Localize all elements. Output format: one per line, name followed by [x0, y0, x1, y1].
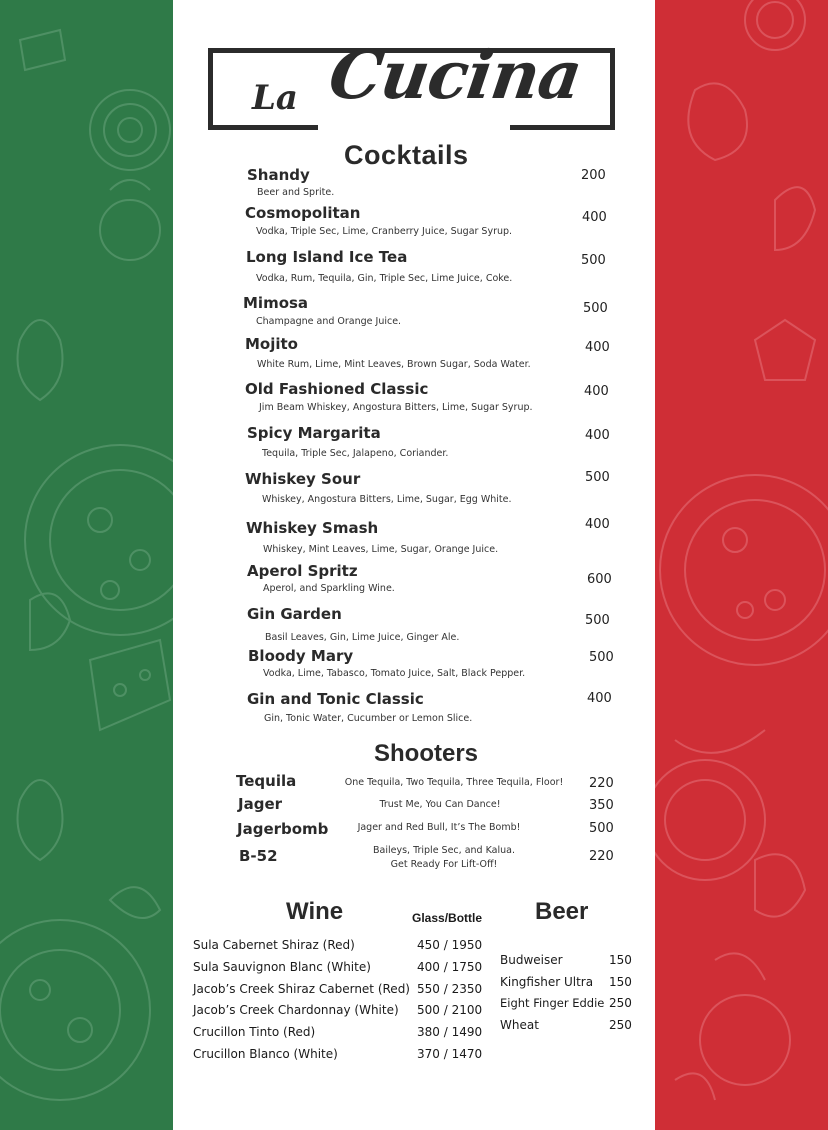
cocktail-name: Shandy [247, 166, 310, 184]
cocktail-desc: White Rum, Lime, Mint Leaves, Brown Sugar, Soda Water. [257, 359, 531, 370]
wine-price: 370 / 1470 [417, 1047, 483, 1061]
cocktail-desc: Champagne and Orange Juice. [256, 316, 402, 327]
cocktail-name: Mimosa [243, 294, 309, 312]
food-doodle-pattern-right [655, 0, 828, 1130]
cocktail-name: Old Fashioned Classic [245, 380, 429, 398]
cocktails-heading: Cocktails [344, 140, 469, 170]
cocktail-name: Mojito [245, 335, 298, 353]
shooter-name: B-52 [239, 847, 278, 865]
cocktail-name: Long Island Ice Tea [246, 248, 408, 266]
wine-price: 550 / 2350 [417, 982, 483, 996]
wine-name: Jacob’s Creek Chardonnay (White) [193, 1003, 399, 1017]
cocktail-desc: Vodka, Lime, Tabasco, Tomato Juice, Salt, Black Pepper. [263, 668, 526, 679]
cocktail-price: 500 [583, 301, 608, 316]
cocktail-price: 400 [585, 340, 610, 355]
cocktail-name: Whiskey Smash [246, 519, 379, 537]
shooter-desc-line2: Get Ready For Lift-Off! [390, 859, 498, 870]
flag-band-green [0, 0, 173, 1130]
cocktail-name: Gin and Tonic Classic [247, 690, 424, 708]
cocktail-name: Aperol Spritz [247, 562, 358, 580]
shooters-heading: Shooters [374, 740, 479, 767]
beer-price: 250 [609, 1018, 632, 1032]
flag-band-red [655, 0, 828, 1130]
beer-price: 150 [609, 975, 632, 989]
beer-name: Wheat [500, 1018, 539, 1032]
cocktail-desc: Aperol, and Sparkling Wine. [263, 583, 395, 594]
cocktail-price: 200 [581, 168, 606, 183]
shooter-desc: Trust Me, You Can Dance! [379, 799, 501, 810]
cocktail-name: Gin Garden [247, 605, 342, 623]
cocktail-desc: Whiskey, Mint Leaves, Lime, Sugar, Orange Juice. [263, 544, 499, 555]
shooter-desc: Jager and Red Bull, It’s The Bomb! [357, 822, 521, 833]
wine-price: 450 / 1950 [417, 938, 483, 952]
wine-heading: Wine [286, 898, 344, 925]
shooter-price: 220 [589, 849, 614, 864]
wine-name: Crucillon Tinto (Red) [193, 1025, 316, 1039]
wine-price: 500 / 2100 [417, 1003, 483, 1017]
cocktail-price: 500 [585, 470, 610, 485]
logo-cucina: Cucina [324, 36, 587, 114]
wine-price: 400 / 1750 [417, 960, 483, 974]
beer-name: Kingfisher Ultra [500, 975, 594, 989]
shooter-price: 350 [589, 798, 614, 813]
cocktail-price: 500 [589, 650, 614, 665]
cocktail-price: 600 [587, 572, 612, 587]
logo-la: La [252, 78, 298, 118]
cocktail-price: 400 [584, 384, 609, 399]
cocktail-price: 500 [585, 613, 610, 628]
wine-price: 380 / 1490 [417, 1025, 483, 1039]
wine-name: Sula Sauvignon Blanc (White) [193, 960, 371, 974]
beer-price: 250 [609, 996, 632, 1010]
wine-name: Sula Cabernet Shiraz (Red) [193, 938, 355, 952]
cocktail-name: Cosmopolitan [245, 204, 361, 222]
logo-frame-gap [318, 124, 510, 136]
cocktail-desc: Jim Beam Whiskey, Angostura Bitters, Lime, Sugar Syrup. [259, 402, 533, 413]
cocktail-desc: Whiskey, Angostura Bitters, Lime, Sugar, Egg White. [262, 494, 512, 505]
wine-column-label: Glass/Bottle [412, 911, 483, 925]
cocktail-desc: Beer and Sprite. [257, 187, 335, 198]
cocktail-desc: Gin, Tonic Water, Cucumber or Lemon Slice. [264, 713, 473, 724]
wine-name: Jacob’s Creek Shiraz Cabernet (Red) [193, 982, 410, 996]
cocktail-desc: Basil Leaves, Gin, Lime Juice, Ginger Ale. [265, 632, 460, 643]
shooter-name: Jager [238, 795, 283, 813]
cocktail-price: 400 [585, 517, 610, 532]
cocktail-desc: Vodka, Triple Sec, Lime, Cranberry Juice, Sugar Syrup. [256, 226, 513, 237]
cocktail-desc: Tequila, Triple Sec, Jalapeno, Coriander. [262, 448, 449, 459]
cocktail-name: Spicy Margarita [247, 424, 381, 442]
food-doodle-pattern-left [0, 0, 173, 1130]
shooter-desc: Baileys, Triple Sec, and Kalua. [373, 845, 515, 856]
beer-price: 150 [609, 953, 632, 967]
cocktail-price: 500 [581, 253, 606, 268]
beer-name: Budweiser [500, 953, 563, 967]
shooter-price: 220 [589, 776, 614, 791]
beer-heading: Beer [535, 898, 589, 925]
shooter-name: Jagerbomb [237, 820, 329, 838]
shooter-price: 500 [589, 821, 614, 836]
wine-name: Crucillon Blanco (White) [193, 1047, 338, 1061]
cocktail-price: 400 [585, 428, 610, 443]
beer-name: Eight Finger Eddie [500, 996, 605, 1010]
shooter-name: Tequila [236, 772, 297, 790]
cocktail-name: Bloody Mary [248, 647, 354, 665]
cocktail-price: 400 [587, 691, 612, 706]
shooter-desc: One Tequila, Two Tequila, Three Tequila, Floor! [344, 777, 564, 788]
cocktail-price: 400 [582, 210, 607, 225]
cocktail-name: Whiskey Sour [245, 470, 361, 488]
cocktail-desc: Vodka, Rum, Tequila, Gin, Triple Sec, Lime Juice, Coke. [256, 273, 513, 284]
